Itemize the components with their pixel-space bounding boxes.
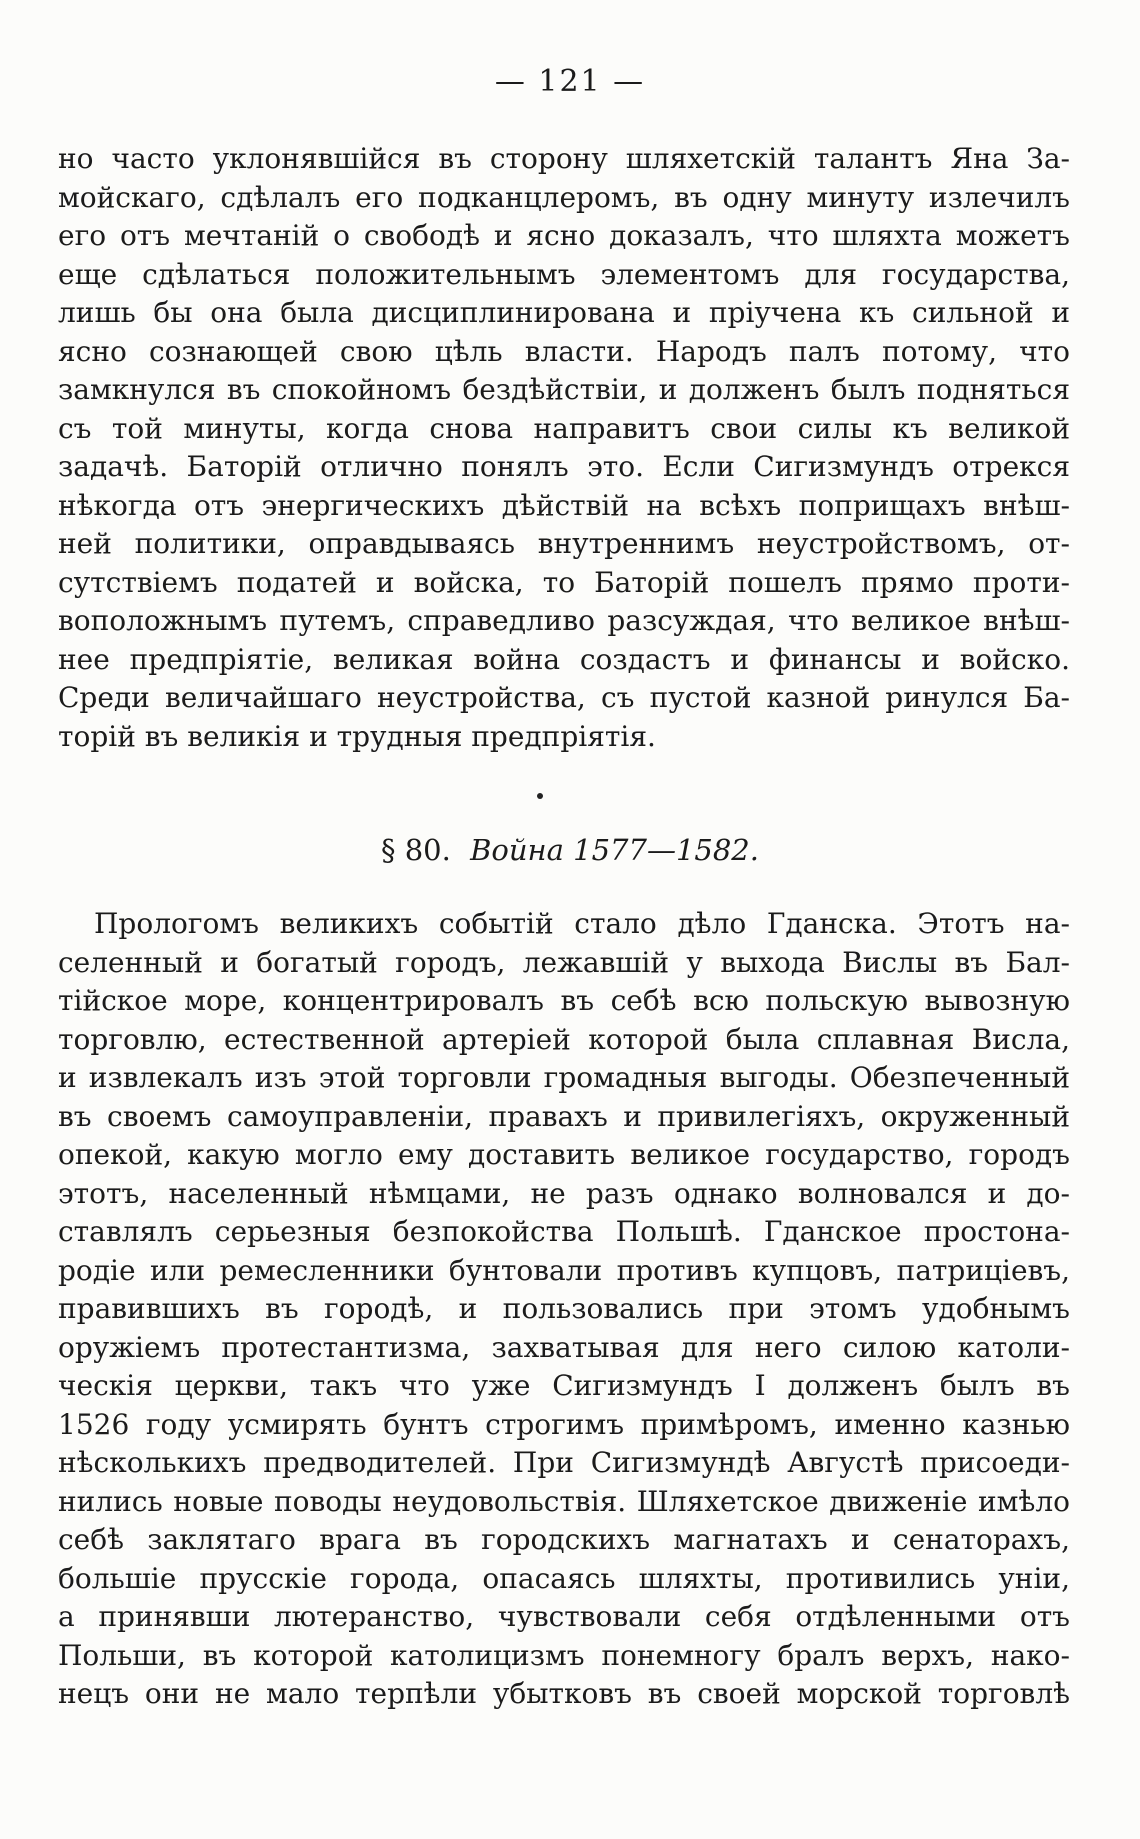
text-line: ческія церкви, такъ что уже Сигизмундъ I долженъ былъ въ	[58, 1369, 1070, 1402]
section-number: § 80.	[381, 833, 451, 867]
text-line: селенный и богатый городъ, лежавшій у выхода Вислы въ Бал-	[58, 945, 1070, 979]
text-line: ставлялъ серьезныя безпокойства Польшѣ. Гданское простона-	[58, 1215, 1070, 1248]
text-line: правившихъ въ городѣ, и пользовались при этомъ удобнымъ	[58, 1292, 1070, 1325]
text-line: но часто уклонявшійся въ сторону шляхетскій талантъ Яна За-	[58, 142, 1070, 175]
text-line: 1526 году усмирять бунтъ строгимъ примѣромъ, именно казнью	[58, 1407, 1070, 1441]
text-line: ясно сознающей свою цѣль власти. Народъ палъ потому, что	[58, 334, 1070, 368]
text-line: сутствіемъ податей и войска, то Баторій пошелъ прямо проти-	[58, 565, 1070, 599]
text-line: задачѣ. Баторій отлично понялъ это. Если Сигизмундъ отрекся	[58, 450, 1070, 483]
text-line: тійское море, концентрировалъ въ себѣ всю польскую вывозную	[58, 984, 1070, 1017]
text-line: а принявши лютеранство, чувствовали себя отдѣленными отъ	[58, 1600, 1070, 1633]
section-heading	[0, 833, 1140, 867]
page-number: — 121 —	[494, 64, 646, 99]
text-line: нились новые поводы неудовольствія. Шляхетское движеніе имѣло	[58, 1484, 1070, 1518]
text-line: нѣкогда отъ энергическихъ дѣйствій на всѣхъ поприщахъ внѣш-	[58, 488, 1070, 522]
text-line: родіе или ремесленники бунтовали противъ купцовъ, патриціевъ,	[58, 1253, 1070, 1287]
text-line: себѣ заклятаго врага въ городскихъ магнатахъ и сенаторахъ,	[58, 1523, 1070, 1556]
text-line: нее предпріятіе, великая война создастъ и финансы и войско.	[58, 642, 1070, 676]
text-line: замкнулся въ спокойномъ бездѣйствіи, и долженъ былъ подняться	[58, 373, 1070, 406]
text-line: большіе прусскіе города, опасаясь шляхты, противились уніи,	[58, 1561, 1070, 1595]
text-line: Прологомъ великихъ событій стало дѣло Гданска. Этотъ на-	[94, 907, 1070, 940]
text-line: опекой, какую могло ему доставить великое государство, городъ	[58, 1138, 1070, 1171]
text-line: Польши, въ которой католицизмъ понемногу бралъ верхъ, нако-	[58, 1638, 1070, 1672]
paragraph-main	[58, 905, 1070, 1714]
section-title: Война 1577—1582.	[470, 833, 759, 867]
paragraph-continuation	[58, 140, 1070, 756]
text-line: мойскаго, сдѣлалъ его подканцлеромъ, въ одну минуту излечилъ	[58, 180, 1070, 214]
text-line: лишь бы она была дисциплинирована и пріучена къ сильной и	[58, 296, 1070, 329]
text-line: воположнымъ путемъ, справедливо разсуждая, что великое внѣш-	[58, 604, 1070, 637]
text-line: въ своемъ самоуправленіи, правахъ и привилегіяхъ, окруженный	[58, 1099, 1070, 1133]
text-line: ней политики, оправдываясь внутреннимъ неустройствомъ, от-	[58, 527, 1070, 560]
text-line: его отъ мечтаній о свободѣ и ясно доказалъ, что шляхта можетъ	[58, 219, 1070, 252]
ink-dot	[537, 793, 543, 799]
text-line: нецъ они не мало терпѣли убытковъ въ своей морской торговлѣ	[58, 1677, 1070, 1710]
text-line: торговлю, естественной артеріей которой была сплавная Висла,	[58, 1022, 1070, 1056]
text-line: нѣсколькихъ предводителей. При Сигизмундѣ Августѣ присоеди-	[58, 1446, 1070, 1479]
text-line: и извлекалъ изъ этой торговли громадныя выгоды. Обезпеченный	[58, 1061, 1070, 1094]
text-line: съ той минуты, когда снова направитъ свои силы къ великой	[58, 411, 1070, 445]
text-line: торій въ великія и трудныя предпріятія.	[58, 719, 656, 753]
text-line: еще сдѣлаться положительнымъ элементомъ для государства,	[58, 257, 1070, 291]
text-line: этотъ, населенный нѣмцами, не разъ однако волновался и до-	[58, 1176, 1070, 1210]
text-line: оружіемъ протестантизма, захватывая для него силою католи-	[58, 1330, 1070, 1364]
text-line: Среди величайшаго неустройства, съ пустой казной ринулся Ба-	[58, 681, 1070, 714]
